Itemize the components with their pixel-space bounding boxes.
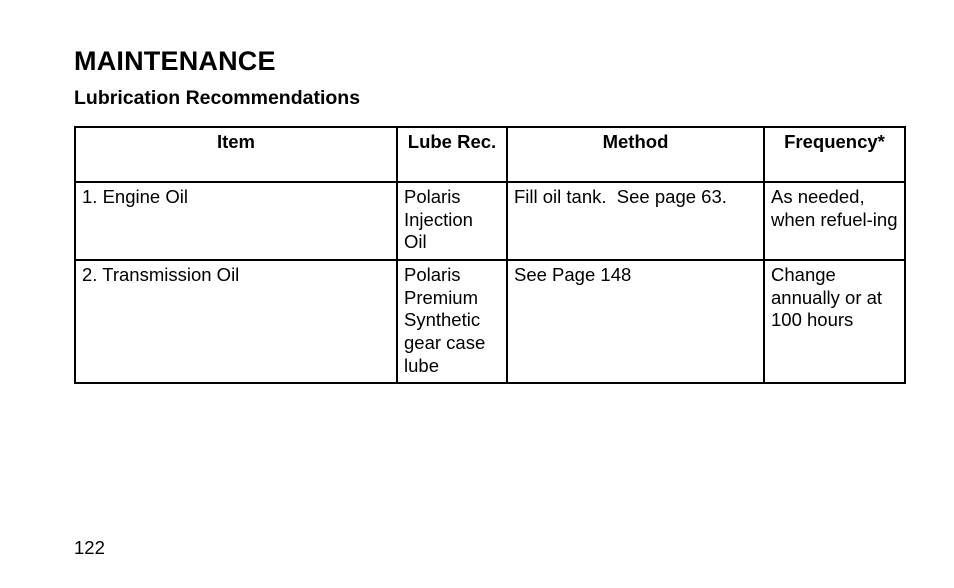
- column-header-item: Item: [75, 127, 397, 182]
- method-cell: See Page 148: [507, 260, 764, 383]
- method-cell: Fill oil tank. See page 63.: [507, 182, 764, 260]
- frequency-cell: As needed, when refuel-ing: [764, 182, 905, 260]
- lube-cell: Polaris Premium Synthetic gear case lube: [397, 260, 507, 383]
- page-title: MAINTENANCE: [74, 46, 276, 76]
- column-header-method: Method: [507, 127, 764, 182]
- frequency-cell: Change annually or at 100 hours: [764, 260, 905, 383]
- lubrication-table: [74, 126, 906, 384]
- item-cell: 1. Engine Oil: [75, 182, 397, 260]
- column-header-frequency: Frequency*: [764, 127, 905, 182]
- table-row: [75, 182, 905, 260]
- column-header-lube-rec: Lube Rec.: [397, 127, 507, 182]
- section-heading: Lubrication Recommendations: [74, 87, 361, 109]
- lube-cell: Polaris Injection Oil: [397, 182, 507, 260]
- table-row: [75, 260, 905, 383]
- item-cell: 2. Transmission Oil: [75, 260, 397, 383]
- page-number: 122: [74, 537, 105, 558]
- table-header-row: [75, 127, 905, 182]
